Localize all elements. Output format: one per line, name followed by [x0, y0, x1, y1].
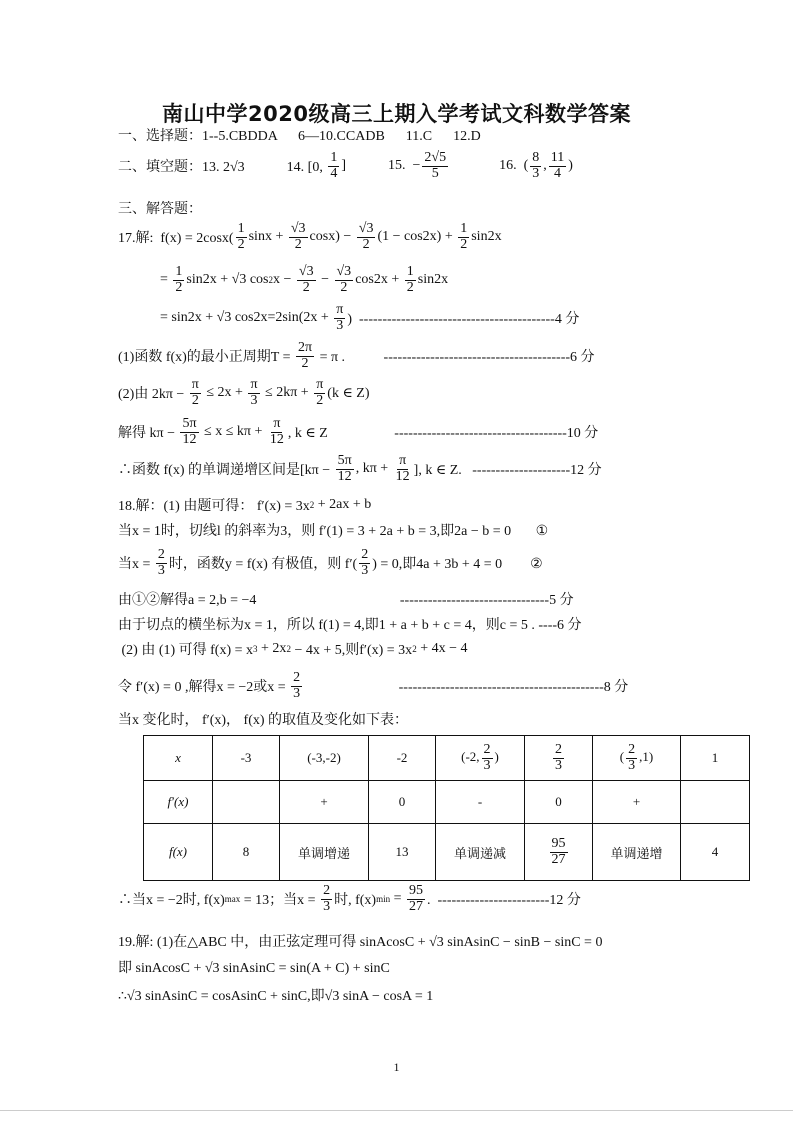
fraction — [549, 151, 566, 181]
text-segment: 一、选择题：1--5.CBDDA 6—10.CCADB 11.C 12.D — [118, 129, 481, 144]
text-segment: = — [118, 272, 172, 287]
text-segment: cos2x + — [355, 272, 403, 287]
denominator: 2 — [340, 279, 348, 295]
table-cell: 4 — [681, 824, 750, 881]
text-segment: (2) 由 (1) 可得 f(x) = x — [118, 643, 254, 658]
table-cell — [525, 824, 593, 881]
fraction — [291, 671, 302, 701]
denominator: 2 — [237, 236, 245, 252]
table-cell: x — [144, 736, 213, 781]
text-segment: . ------------------------12 分 — [427, 893, 581, 908]
numerator: π — [191, 376, 199, 392]
denominator: 2 — [316, 392, 324, 408]
numerator: 11 — [550, 149, 565, 165]
answer-line — [118, 452, 602, 484]
fraction — [394, 454, 412, 484]
table-cell: 0 — [525, 781, 593, 824]
text-segment: + 2x — [257, 641, 287, 656]
fraction — [180, 417, 198, 447]
text-segment: (2)由 2kπ − — [118, 387, 188, 402]
numerator: √3 — [358, 220, 374, 236]
answer-line — [118, 588, 574, 610]
text-segment: ≤ 2x + — [202, 385, 247, 400]
table-cell: -2 — [369, 736, 436, 781]
denominator: 2 — [175, 279, 183, 295]
text-segment: ,1) — [639, 748, 654, 764]
superscript: 2 — [268, 275, 273, 285]
text-segment: 三、解答题： — [118, 202, 202, 217]
numerator: 2 — [157, 546, 165, 562]
text-segment: ∴当x = −2时, f(x) — [118, 893, 225, 908]
table-row — [144, 781, 750, 824]
table-cell: 13 — [369, 824, 436, 881]
table-cell: 1 — [681, 736, 750, 781]
variation-table — [143, 735, 750, 881]
table-cell: f(x) — [144, 824, 213, 881]
text-segment: (1 − cos2x) + — [377, 229, 457, 244]
text-segment: 19.解: (1)在△ABC 中，由正弦定理可得 sinAcosC + √3 sinAsinC − sinB − sinC = 0 — [118, 935, 603, 950]
numerator: 2 — [361, 546, 369, 562]
denominator: 2 — [294, 236, 302, 252]
numerator: π — [273, 415, 281, 431]
text-segment: cosx) − — [309, 229, 355, 244]
text-segment: ] 15. − — [341, 158, 421, 173]
answer-line — [118, 638, 467, 660]
answer-line — [118, 930, 602, 952]
answer-line — [118, 339, 595, 371]
numerator: 5π — [337, 452, 352, 468]
table-cell: - — [436, 781, 525, 824]
numerator: 5π — [182, 415, 197, 431]
answer-line — [118, 669, 629, 701]
denominator: 2 — [191, 392, 199, 408]
superscript: 2 — [309, 500, 315, 510]
denominator: 3 — [628, 757, 636, 773]
answer-line — [118, 984, 433, 1006]
text-segment: 当x 变化时， f′(x)， f(x) 的取值及变化如下表： — [118, 713, 409, 728]
table-cell: -3 — [213, 736, 280, 781]
text-segment: 由①②解得a = 2,b = −4 --------------------------------5 分 — [118, 593, 574, 608]
numerator: 1 — [330, 149, 338, 165]
denominator: 3 — [555, 757, 562, 773]
denominator: 2 — [362, 236, 370, 252]
numerator: 2 — [555, 741, 562, 757]
numerator: 2π — [298, 339, 313, 355]
table-cell — [525, 736, 593, 781]
table-cell: 8 — [213, 824, 280, 881]
table-cell: 单调递增 — [593, 824, 681, 881]
fraction — [173, 265, 184, 295]
answer-line — [118, 263, 449, 295]
page-title: 南山中学2020级高三上期入学考试文科数学答案 — [162, 102, 631, 126]
text-segment: 二、填空题：13. 2√3 14. [0, — [118, 160, 327, 175]
answer-line — [118, 546, 543, 578]
text-segment: = π . ----------------------------------------6 分 — [316, 350, 595, 365]
text-segment: (-2, — [461, 748, 480, 764]
numerator: 1 — [406, 263, 414, 279]
denominator: 2 — [406, 279, 414, 295]
text-segment: = 13；当x = — [240, 893, 320, 908]
table-cell: + — [593, 781, 681, 824]
numerator: 1 — [175, 263, 183, 279]
fraction — [335, 265, 354, 295]
text-segment: 当x = — [118, 557, 154, 572]
table-cell — [213, 781, 280, 824]
text-segment: ], k ∈ Z. ---------------------12 分 — [413, 463, 602, 478]
fraction — [248, 378, 259, 408]
denominator: 12 — [395, 468, 410, 484]
fraction — [297, 265, 316, 295]
fraction — [334, 303, 345, 333]
text-segment: ∴函数 f(x) 的单调递增区间是[kπ − — [118, 463, 334, 478]
answer-line — [118, 882, 581, 914]
text-segment: = — [390, 891, 405, 906]
numerator: 1 — [237, 220, 245, 236]
fraction — [314, 378, 325, 408]
text-segment: sin2x + √3 cos — [186, 272, 269, 287]
denominator: 2 — [301, 355, 309, 371]
answer-line — [118, 301, 580, 333]
denominator: 5 — [431, 165, 439, 181]
denominator: 3 — [250, 392, 258, 408]
fraction — [190, 378, 201, 408]
text-segment: --------------------------------------------8 分 — [304, 680, 629, 695]
fraction — [357, 222, 376, 252]
denominator: 2 — [460, 236, 468, 252]
text-segment: − 4x + 5,则f′(x) = 3x — [290, 643, 413, 658]
superscript: 3 — [253, 644, 258, 654]
fraction — [553, 743, 564, 773]
superscript: 2 — [412, 644, 417, 654]
numerator: √3 — [298, 263, 314, 279]
fraction — [530, 151, 541, 181]
subscript: max — [224, 894, 241, 904]
text-segment: 17.解: f(x) = 2cosx( — [118, 231, 234, 246]
table-cell: (-3,-2) — [280, 736, 369, 781]
text-segment: 即 sinAcosC + √3 sinAsinC = sin(A + C) + sinC — [118, 961, 390, 976]
text-segment: sin2x — [417, 272, 449, 287]
denominator: 12 — [269, 431, 284, 447]
table-cell: 单调增递 — [280, 824, 369, 881]
text-segment: 16. ( — [450, 158, 529, 173]
page-bottom-divider — [0, 1110, 793, 1111]
text-segment: 解得 kπ − — [118, 426, 179, 441]
fraction — [328, 151, 339, 181]
answer-line — [118, 415, 599, 447]
text-segment: ≤ x ≤ kπ + — [200, 424, 266, 439]
denominator: 4 — [554, 165, 562, 181]
text-segment: ) — [568, 158, 573, 173]
answer-line — [118, 708, 408, 730]
table-cell: f′(x) — [144, 781, 213, 824]
fraction — [289, 222, 308, 252]
text-segment: + 2ax + b — [314, 497, 372, 512]
answer-line — [118, 149, 573, 181]
numerator: π — [316, 376, 324, 392]
numerator: 2 — [628, 741, 636, 757]
fraction — [482, 743, 493, 773]
fraction — [407, 884, 425, 914]
fraction — [236, 222, 247, 252]
text-segment: 令 f′(x) = 0 ,解得x = −2或x = — [118, 680, 290, 695]
denominator: 3 — [532, 165, 540, 181]
text-segment: ) = 0,即4a + 3b + 4 = 0 ② — [372, 557, 543, 572]
answer-line — [118, 220, 502, 252]
denominator: 27 — [551, 851, 566, 867]
numerator: 2 — [483, 741, 491, 757]
denominator: 3 — [483, 757, 491, 773]
text-segment: , — [543, 158, 547, 173]
table-cell — [593, 736, 681, 781]
text-segment: , k ∈ Z -------------------------------------10 分 — [287, 426, 599, 441]
denominator: 3 — [293, 685, 301, 701]
table-cell — [681, 781, 750, 824]
text-segment: , kπ + — [355, 461, 392, 476]
table-cell: 单调递减 — [436, 824, 525, 881]
text-segment: 当x = 1时，切线l 的斜率为3，则 f′(1) = 3 + 2a + b = 3,即2a − b = 0 ① — [118, 524, 549, 539]
denominator: 27 — [409, 898, 423, 914]
text-segment: 18.解：(1) 由题可得： f′(x) = 3x — [118, 499, 310, 514]
text-segment: 时, f(x) — [334, 893, 377, 908]
answer-line — [118, 613, 582, 635]
text-segment: ) ------------------------------------------4 分 — [347, 312, 580, 327]
text-segment: sinx + — [248, 229, 287, 244]
answer-line — [118, 519, 548, 541]
table-row — [144, 824, 750, 881]
numerator: 2√5 — [424, 149, 447, 165]
denominator: 3 — [336, 317, 344, 333]
numerator: π — [336, 301, 344, 317]
numerator: 8 — [532, 149, 540, 165]
subscript: min — [376, 894, 391, 904]
numerator: 95 — [409, 882, 423, 898]
text-segment: 由于切点的横坐标为x = 1，所以 f(1) = 4,即1 + a + b + c = 4，则c = 5 . ----6 分 — [118, 618, 582, 633]
denominator: 4 — [330, 165, 338, 181]
denominator: 12 — [337, 468, 352, 484]
fraction — [336, 454, 354, 484]
numerator: √3 — [290, 220, 306, 236]
fraction — [359, 548, 370, 578]
text-segment: ( — [619, 748, 625, 764]
text-segment: ) — [494, 748, 499, 764]
superscript: 2 — [286, 644, 291, 654]
denominator: 2 — [302, 279, 310, 295]
table-cell: 0 — [369, 781, 436, 824]
answer-line — [118, 494, 371, 516]
numerator: π — [250, 376, 258, 392]
table-row — [144, 736, 750, 781]
fraction — [458, 222, 469, 252]
fraction — [422, 151, 448, 181]
page-number: 1 — [393, 1060, 400, 1074]
fraction — [156, 548, 167, 578]
fraction — [321, 884, 332, 914]
text-segment: (k ∈ Z) — [327, 385, 370, 401]
fraction — [268, 417, 286, 447]
numerator: 1 — [460, 220, 468, 236]
answer-line — [118, 956, 390, 978]
numerator: √3 — [336, 263, 352, 279]
fraction — [626, 743, 637, 773]
text-segment: − — [317, 272, 333, 287]
table-cell — [436, 736, 525, 781]
text-segment: 时，函数y = f(x) 有极值，则 f′( — [168, 557, 358, 572]
fraction — [296, 341, 314, 371]
text-segment: sin2x — [471, 229, 502, 244]
numerator: π — [399, 452, 407, 468]
numerator: 95 — [551, 835, 566, 851]
text-segment: ∴√3 sinAsinC = cosAsinC + sinC,即√3 sinA − cosA = 1 — [118, 989, 434, 1004]
answer-line — [118, 197, 202, 219]
denominator: 3 — [361, 562, 369, 578]
text-segment: x − — [273, 272, 295, 287]
table-cell: + — [280, 781, 369, 824]
denominator: 3 — [157, 562, 165, 578]
answer-line — [118, 124, 481, 146]
fraction — [550, 837, 568, 867]
fraction — [405, 265, 416, 295]
denominator: 3 — [323, 898, 331, 914]
text-segment: = sin2x + √3 cos2x=2sin(2x + — [118, 310, 333, 325]
text-segment: (1)函数 f(x)的最小正周期T = — [118, 350, 295, 365]
numerator: 2 — [293, 669, 301, 685]
text-segment: ≤ 2kπ + — [261, 385, 313, 400]
denominator: 12 — [182, 431, 197, 447]
text-segment: + 4x − 4 — [416, 641, 468, 656]
numerator: 2 — [323, 882, 331, 898]
answer-line — [118, 376, 370, 408]
